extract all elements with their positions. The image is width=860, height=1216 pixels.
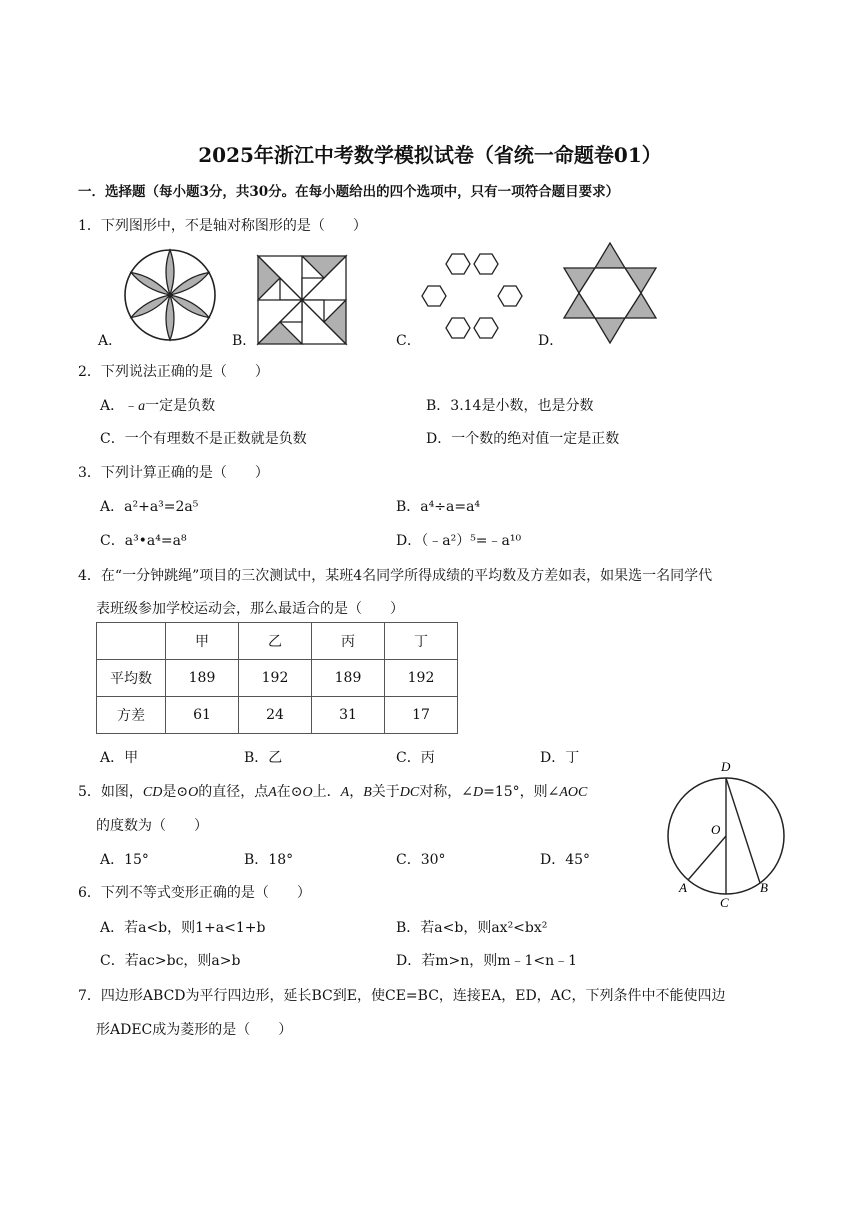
label-a: A xyxy=(679,880,687,895)
table-cell: 平均数 xyxy=(97,660,166,697)
table-cell: 甲 xyxy=(166,623,239,660)
question-6-stem: 6．下列不等式变形正确的是（ ） xyxy=(78,885,311,901)
table-row xyxy=(97,697,458,734)
question-5-stem-line2: 的度数为（ ） xyxy=(96,818,208,834)
label-o: O xyxy=(711,822,721,837)
question-4-stem-line1: 4．在“一分钟跳绳”项目的三次测试中，某班4名同学所得成绩的平均数及方差如表，如果选一名同学代 xyxy=(78,568,713,584)
table-cell: 乙 xyxy=(239,623,312,660)
label-b: B xyxy=(760,880,768,895)
table-cell: 丁 xyxy=(385,623,458,660)
q5-option-d: D．45° xyxy=(540,852,591,868)
figure-1b-pinwheel xyxy=(258,256,346,344)
q6-option-c: C．若ac>bc，则a>b xyxy=(100,953,241,969)
q3-option-d: D．（﹣a²）⁵=﹣a¹⁰ xyxy=(396,533,522,549)
table-cell xyxy=(97,623,166,660)
question-2-stem: 2．下列说法正确的是（ ） xyxy=(78,364,269,380)
section-heading: 一．选择题（每小题3分，共30分。在每小题给出的四个选项中，只有一项符合题目要求） xyxy=(78,184,620,200)
label-d: D xyxy=(721,759,731,774)
q4-option-c: C．丙 xyxy=(396,750,435,766)
page-title: 2025年浙江中考数学模拟试卷（省统一命题卷01） xyxy=(198,143,662,167)
q1-option-c: C． xyxy=(396,333,421,349)
table-cell: 31 xyxy=(312,697,385,734)
q3-option-b: B．a⁴÷a=a⁴ xyxy=(396,499,481,515)
label-c: C xyxy=(720,895,729,910)
q1-option-a: A． xyxy=(98,333,123,349)
q2-option-d: D．一个数的绝对值一定是正数 xyxy=(426,431,620,447)
q2-option-b: B．3.14是小数，也是分数 xyxy=(426,398,594,414)
q2-option-a: A．﹣a一定是负数 xyxy=(100,398,216,414)
figure-1a-flower xyxy=(124,249,216,341)
figure-1d-star xyxy=(564,243,656,343)
question-3-stem: 3．下列计算正确的是（ ） xyxy=(78,465,269,481)
q4-option-b: B．乙 xyxy=(244,750,283,766)
table-cell: 61 xyxy=(166,697,239,734)
question-7-stem-line1: 7．四边形ABCD为平行四边形，延长BC到E，使CE=BC，连接EA，ED，AC，下列条件中不能使四边 xyxy=(78,988,726,1004)
question-7-stem-line2: 形ADEC成为菱形的是（ ） xyxy=(96,1022,293,1038)
q4-option-d: D．丁 xyxy=(540,750,580,766)
figure-1c-hexagon-flower xyxy=(420,250,524,342)
q4-option-a: A．甲 xyxy=(100,750,139,766)
table-cell: 189 xyxy=(166,660,239,697)
table-row xyxy=(97,660,458,697)
table-cell: 24 xyxy=(239,697,312,734)
q6-option-a: A．若a<b，则1+a<1+b xyxy=(100,920,266,936)
q5-option-c: C．30° xyxy=(396,852,446,868)
q5-option-b: B．18° xyxy=(244,852,294,868)
question-5-stem-line1: 5．如图，CD是⊙O的直径，点A在⊙O上．A，B关于DC对称，∠D=15°，则∠AOC xyxy=(78,784,588,800)
q3-option-c: C．a³•a⁴=a⁸ xyxy=(100,533,187,549)
question-1-stem: 1．下列图形中，不是轴对称图形的是（ ） xyxy=(78,218,367,234)
q3-option-a: A．a²+a³=2a⁵ xyxy=(100,499,199,515)
q1-option-d: D． xyxy=(538,333,564,349)
table-cell: 17 xyxy=(385,697,458,734)
table-cell: 丙 xyxy=(312,623,385,660)
table-cell: 189 xyxy=(312,660,385,697)
score-table xyxy=(96,622,458,734)
q6-option-b: B．若a<b，则ax²<bx² xyxy=(396,920,548,936)
table-cell: 192 xyxy=(239,660,312,697)
table-cell: 方差 xyxy=(97,697,166,734)
table-cell: 192 xyxy=(385,660,458,697)
figure-5-circle xyxy=(660,756,790,912)
table-header-row xyxy=(97,623,458,660)
q2-option-c: C．一个有理数不是正数就是负数 xyxy=(100,431,307,447)
question-4-stem-line2: 表班级参加学校运动会，那么最适合的是（ ） xyxy=(96,601,404,617)
q1-option-b: B． xyxy=(232,333,257,349)
q5-option-a: A．15° xyxy=(100,852,149,868)
q6-option-d: D．若m>n，则m﹣1<n﹣1 xyxy=(396,953,578,969)
